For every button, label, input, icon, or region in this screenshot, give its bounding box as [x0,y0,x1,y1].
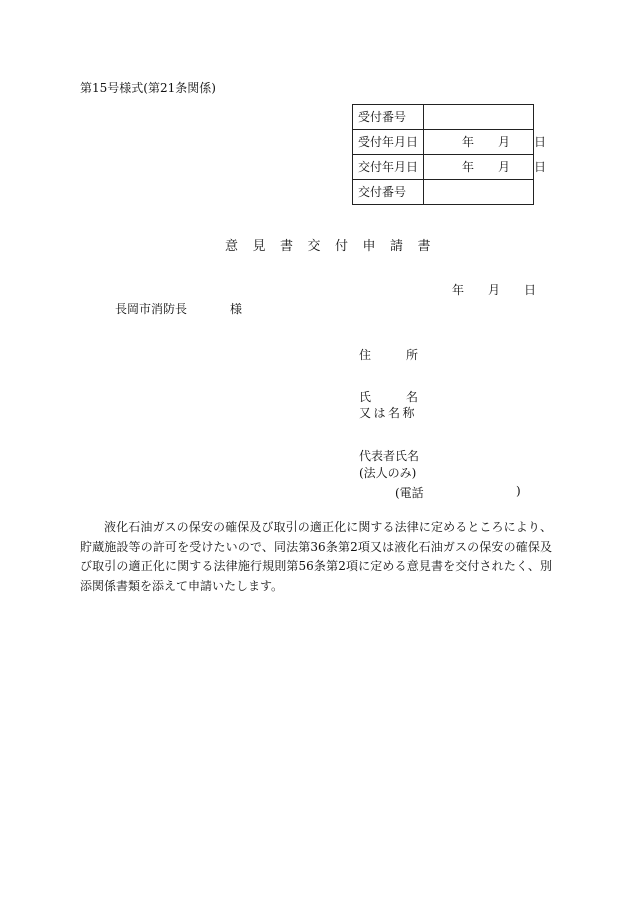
reception-date-field[interactable] [424,130,547,155]
reception-number-label: 受付番号 [353,105,424,130]
application-body-text: 液化石油ガスの保安の確保及び取引の適正化に関する法律に定めるところにより、貯蔵施設等の許可を受けたいので、同法第36条第2項又は液化石油ガスの保安の確保及び取引の適正化に関する法律施行規則第56条第2項に定める意見書を交付されたく、別添関係書類を添えて申請いたします。 [80,520,552,593]
or-name-label: 又は名称 [359,406,418,420]
month-label: 月 [498,160,511,174]
day-label: 日 [534,135,547,149]
corporation-note: (法人のみ) [359,466,417,480]
issue-number-field[interactable] [424,180,534,205]
table-row [353,180,534,205]
reception-table [352,104,547,205]
month-label: 月 [488,283,501,297]
phone-label: (電話 [395,486,424,500]
table-row [353,130,534,155]
month-label: 月 [498,135,511,149]
table-row [353,105,534,130]
day-label: 日 [534,160,547,174]
address-label-second: 所 [406,348,419,362]
address-label-first: 住 [359,348,372,362]
name-label-second: 名 [406,390,419,404]
document-title: 意見書交付申請書 [225,239,446,254]
name-label-first: 氏 [359,390,372,404]
addressee-honorific: 様 [230,302,243,316]
table-row [353,155,534,180]
phone-close-paren: ) [516,484,521,498]
reception-date-label: 受付年月日 [353,130,424,155]
year-label: 年 [462,135,475,149]
addressee-name: 長岡市消防長 [115,302,188,316]
form-number: 第15号様式(第21条関係) [80,81,216,95]
representative-label: 代表者氏名 [359,449,420,463]
year-label: 年 [452,283,465,297]
day-label: 日 [524,283,537,297]
issue-date-field[interactable] [424,155,547,180]
issue-number-label: 交付番号 [353,180,424,205]
reception-number-field[interactable] [424,105,534,130]
year-label: 年 [462,160,475,174]
issue-date-label: 交付年月日 [353,155,424,180]
